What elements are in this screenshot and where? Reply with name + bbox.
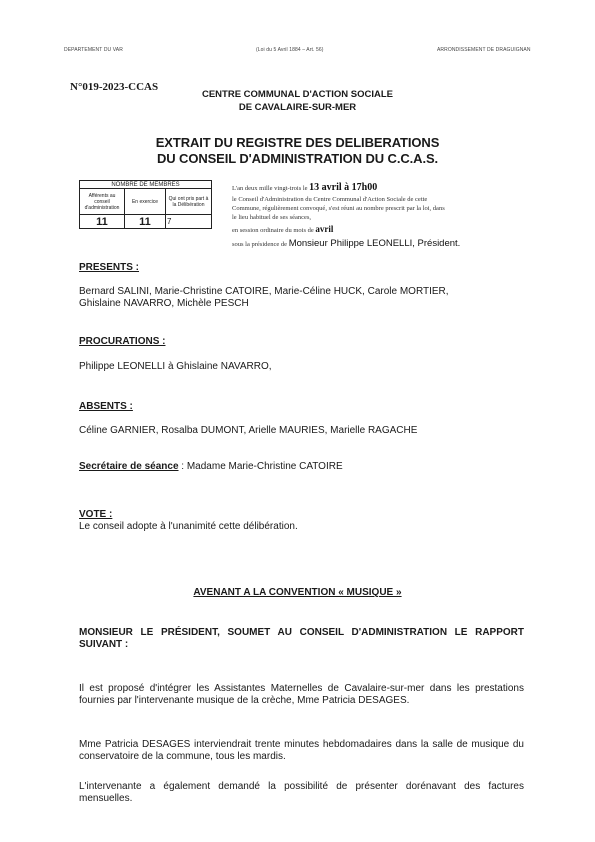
members-val-afferents: 11 <box>80 215 125 229</box>
procurations-label: PROCURATIONS : <box>79 336 166 347</box>
paragraph-2: Mme Patricia DESAGES interviendrait trente minutes hebdomadaires dans la salle de musique du conservatoire de la commune, tous les mardis. <box>79 739 524 762</box>
meeting-president-name: Monsieur Philippe LEONELLI, Président. <box>288 238 461 249</box>
department-label: DEPARTEMENT DU VAR <box>64 47 123 53</box>
document-title-line-2: DU CONSEIL D'ADMINISTRATION DU C.C.A.S. <box>156 151 439 166</box>
members-val-participants: 7 <box>166 215 212 229</box>
deliberation-number: N°019-2023-CCAS <box>70 81 159 93</box>
meeting-date-line <box>232 182 377 193</box>
absents-text: Céline GARNIER, Rosalba DUMONT, Arielle MAURIES, Marielle RAGACHE <box>79 425 418 436</box>
paragraph-3: L'intervenante a également demandé la possibilité de présenter dorénavant des factures mensuelles. <box>79 781 524 804</box>
meeting-month: avril <box>315 224 334 234</box>
members-col-afferents: Afférents au conseil d'administration <box>80 189 125 215</box>
vote-text: Le conseil adopte à l'unanimité cette délibération. <box>79 521 298 532</box>
members-col-participants: Qui ont pris part à la Délibération <box>166 189 212 215</box>
members-col-exercice: En exercice <box>125 189 166 215</box>
paragraph-1: Il est proposé d'intégrer les Assistantes Maternelles de Cavalaire-sur-mer dans les prestations fournies par l'intervenante musique de la crèche, Mme Patricia DESAGES. <box>79 683 524 706</box>
arrondissement-label: ARRONDISSEMENT DE DRAGUIGNAN <box>437 47 531 53</box>
organization-line-2: DE CAVALAIRE-SUR-MER <box>238 102 357 113</box>
meeting-session-line <box>232 224 333 234</box>
secretary-label: Secrétaire de séance <box>79 461 179 472</box>
presents-label: PRESENTS : <box>79 262 140 273</box>
subject-title: AVENANT A LA CONVENTION « MUSIQUE » <box>193 587 402 598</box>
members-table-header: NOMBRE DE MEMBRES <box>80 181 212 189</box>
meeting-date: 13 avril à 17h00 <box>309 182 378 193</box>
meeting-session-prefix: en session ordinaire du mois de <box>232 227 314 234</box>
members-val-exercice: 11 <box>125 215 166 229</box>
absents-label: ABSENTS : <box>79 401 133 412</box>
president-intro: MONSIEUR LE PRÉSIDENT, SOUMET AU CONSEIL D'ADMINISTRATION LE RAPPORT SUIVANT : <box>79 627 524 650</box>
meeting-line-2: le Conseil d'Administration du Centre Communal d'Action Sociale de cette <box>232 196 428 203</box>
members-table <box>79 180 212 229</box>
organization-line-1: CENTRE COMMUNAL D'ACTION SOCIALE <box>201 89 394 100</box>
meeting-line-4: le lieu habituel de ses séances, <box>232 214 312 221</box>
presents-line-1: Bernard SALINI, Marie-Christine CATOIRE, Marie-Céline HUCK, Carole MORTIER, <box>79 286 449 297</box>
procurations-text: Philippe LEONELLI à Ghislaine NAVARRO, <box>79 361 272 372</box>
vote-label: VOTE : <box>79 509 113 520</box>
meeting-date-prefix: L'an deux mille vingt-trois le <box>232 185 308 192</box>
secretary-line <box>79 461 524 473</box>
meeting-line-3: Commune, régulièrement convoqué, s'est réuni au nombre prescrit par la loi, dans <box>232 205 445 212</box>
meeting-president-prefix: sous la présidence de <box>232 241 288 248</box>
meeting-president-line <box>232 238 460 249</box>
document-title-line-1: EXTRAIT DU REGISTRE DES DELIBERATIONS <box>155 135 440 150</box>
law-reference: (Loi du 5 Avril 1884 – Art. 56) <box>256 47 324 53</box>
presents-line-2: Ghislaine NAVARRO, Michèle PESCH <box>79 298 249 309</box>
secretary-name: : Madame Marie-Christine CATOIRE <box>178 461 343 472</box>
